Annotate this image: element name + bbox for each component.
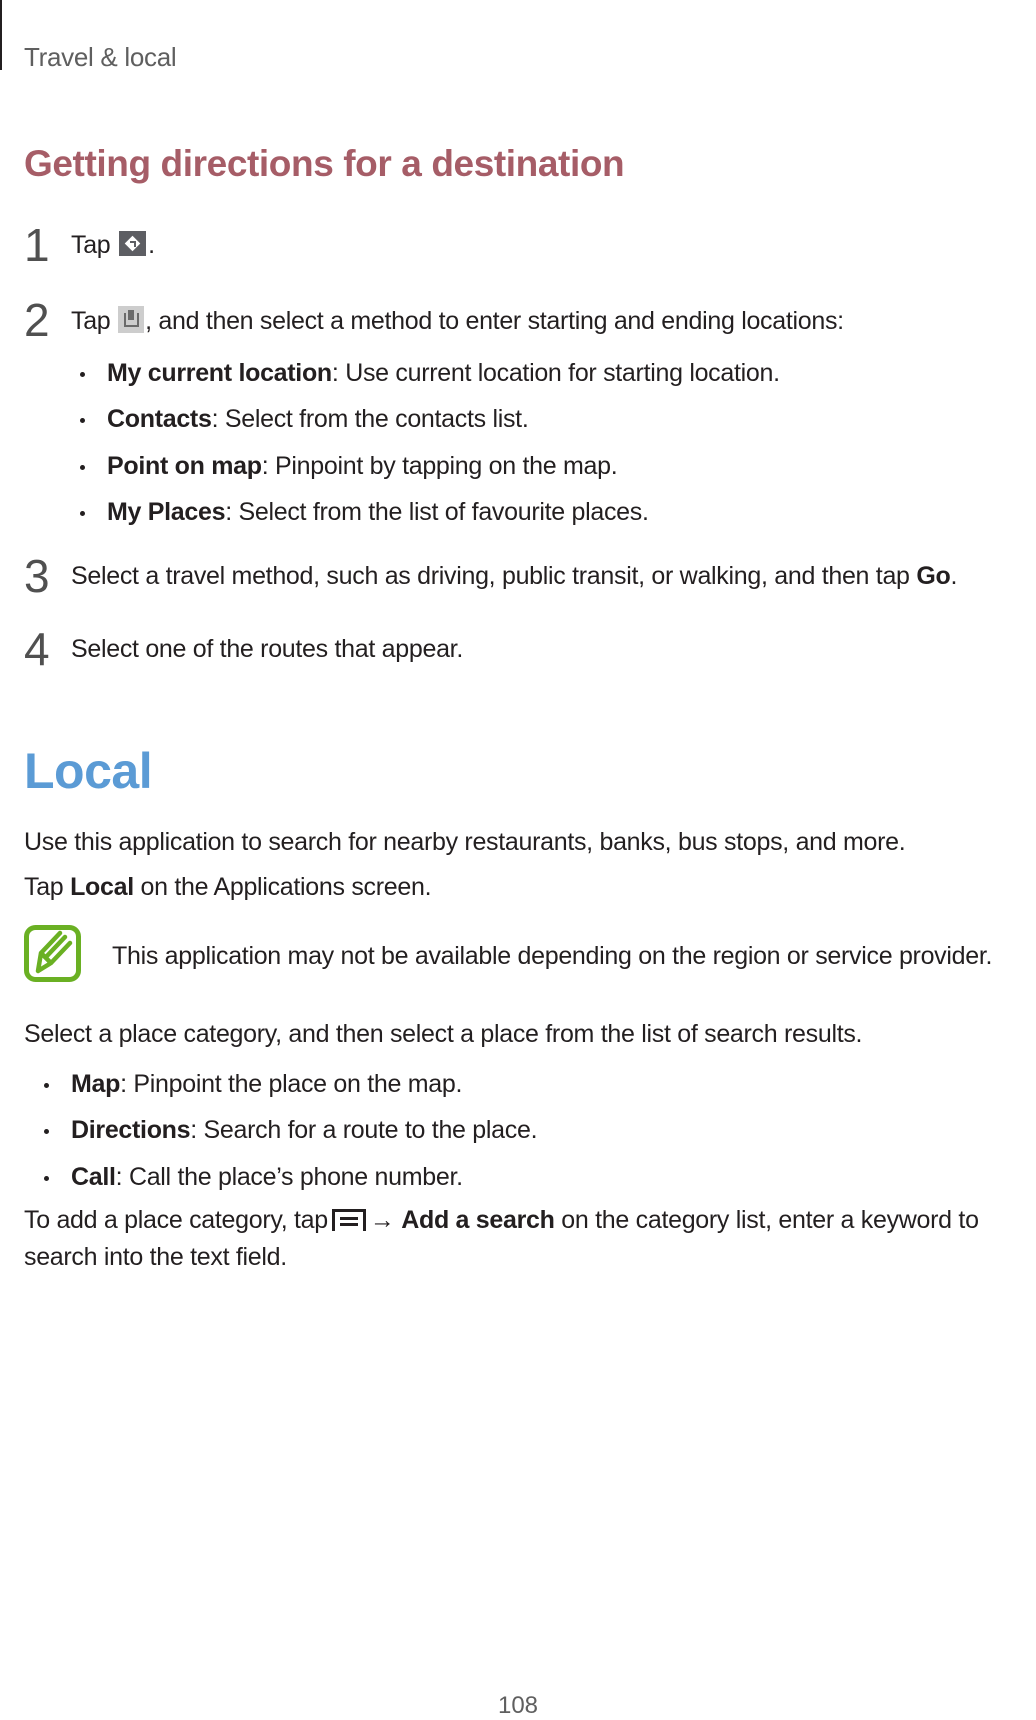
directions-icon xyxy=(119,231,146,256)
bookmark-icon xyxy=(118,306,144,333)
list-item xyxy=(107,359,780,388)
note-pencil-icon xyxy=(24,925,81,982)
bullet-icon xyxy=(80,511,85,516)
section-title-local: Local xyxy=(24,743,153,799)
chapter-title: Travel & local xyxy=(24,42,177,72)
step-text xyxy=(71,562,957,591)
menu-icon xyxy=(332,1209,366,1231)
local-tap-instruction xyxy=(24,873,431,902)
bullet-icon xyxy=(80,372,85,377)
go-label: Go xyxy=(916,562,951,590)
option-label: Point on map xyxy=(107,452,262,480)
bullet-icon xyxy=(44,1176,49,1181)
bullet-icon xyxy=(80,418,85,423)
local-intro: Use this application to search for nearby restaurants, banks, bus stops, and more. xyxy=(24,828,906,856)
option-label: Directions xyxy=(71,1116,191,1144)
option-label: My Places xyxy=(107,498,226,526)
list-item xyxy=(107,405,528,434)
list-item xyxy=(107,452,617,481)
option-desc: : Pinpoint the place on the map. xyxy=(120,1070,463,1098)
option-desc: : Use current location for starting location. xyxy=(331,359,780,387)
tap-suffix: on the Applications screen. xyxy=(133,873,432,901)
list-item xyxy=(71,1163,463,1192)
step-text-body: Select a travel method, such as driving, public transit, or walking, and then tap xyxy=(71,562,917,590)
add-category-text xyxy=(24,1206,979,1235)
step-number: 2 xyxy=(24,294,50,346)
bullet-icon xyxy=(44,1129,49,1134)
step-text-suffix: , and then select a method to enter starting and ending locations: xyxy=(145,307,844,335)
step-text-suffix: . xyxy=(148,231,155,259)
list-item xyxy=(71,1116,537,1145)
step-text: Select one of the routes that appear. xyxy=(71,635,463,663)
bullet-icon xyxy=(44,1083,49,1088)
select-category-text: Select a place category, and then select a place from the list of search results. xyxy=(24,1020,863,1048)
option-label: Map xyxy=(71,1070,121,1098)
option-label: Contacts xyxy=(107,405,212,433)
add-category-text-line2: search into the text field. xyxy=(24,1243,287,1271)
local-app-label: Local xyxy=(70,873,134,901)
option-desc: : Pinpoint by tapping on the map. xyxy=(261,452,618,480)
bullet-icon xyxy=(80,465,85,470)
page-number: 108 xyxy=(497,1692,539,1719)
step-text xyxy=(71,306,844,336)
step-number: 1 xyxy=(24,219,50,271)
option-desc: : Call the place’s phone number. xyxy=(115,1163,463,1191)
arrow-icon: → xyxy=(369,1206,395,1234)
note-text: This application may not be available depending on the region or service provider. xyxy=(112,942,993,970)
option-label: My current location xyxy=(107,359,332,387)
header-rule xyxy=(0,0,2,70)
list-item xyxy=(71,1070,462,1099)
step-text-suffix: . xyxy=(950,562,958,590)
add-category-prefix: To add a place category, tap xyxy=(24,1206,328,1234)
step-number: 3 xyxy=(24,550,50,602)
step-text-prefix: Tap xyxy=(71,231,111,259)
option-label: Call xyxy=(71,1163,116,1191)
option-desc: : Select from the contacts list. xyxy=(211,405,529,433)
step-text xyxy=(71,231,155,260)
list-item xyxy=(107,498,649,527)
add-category-suffix: on the category list, enter a keyword to xyxy=(554,1206,979,1234)
tap-prefix: Tap xyxy=(24,873,71,901)
option-desc: : Search for a route to the place. xyxy=(190,1116,538,1144)
section-title-directions: Getting directions for a destination xyxy=(24,143,625,184)
option-desc: : Select from the list of favourite places. xyxy=(225,498,649,526)
add-a-search-label: Add a search xyxy=(401,1206,555,1234)
step-number: 4 xyxy=(24,623,50,675)
step-text-prefix: Tap xyxy=(71,307,111,335)
